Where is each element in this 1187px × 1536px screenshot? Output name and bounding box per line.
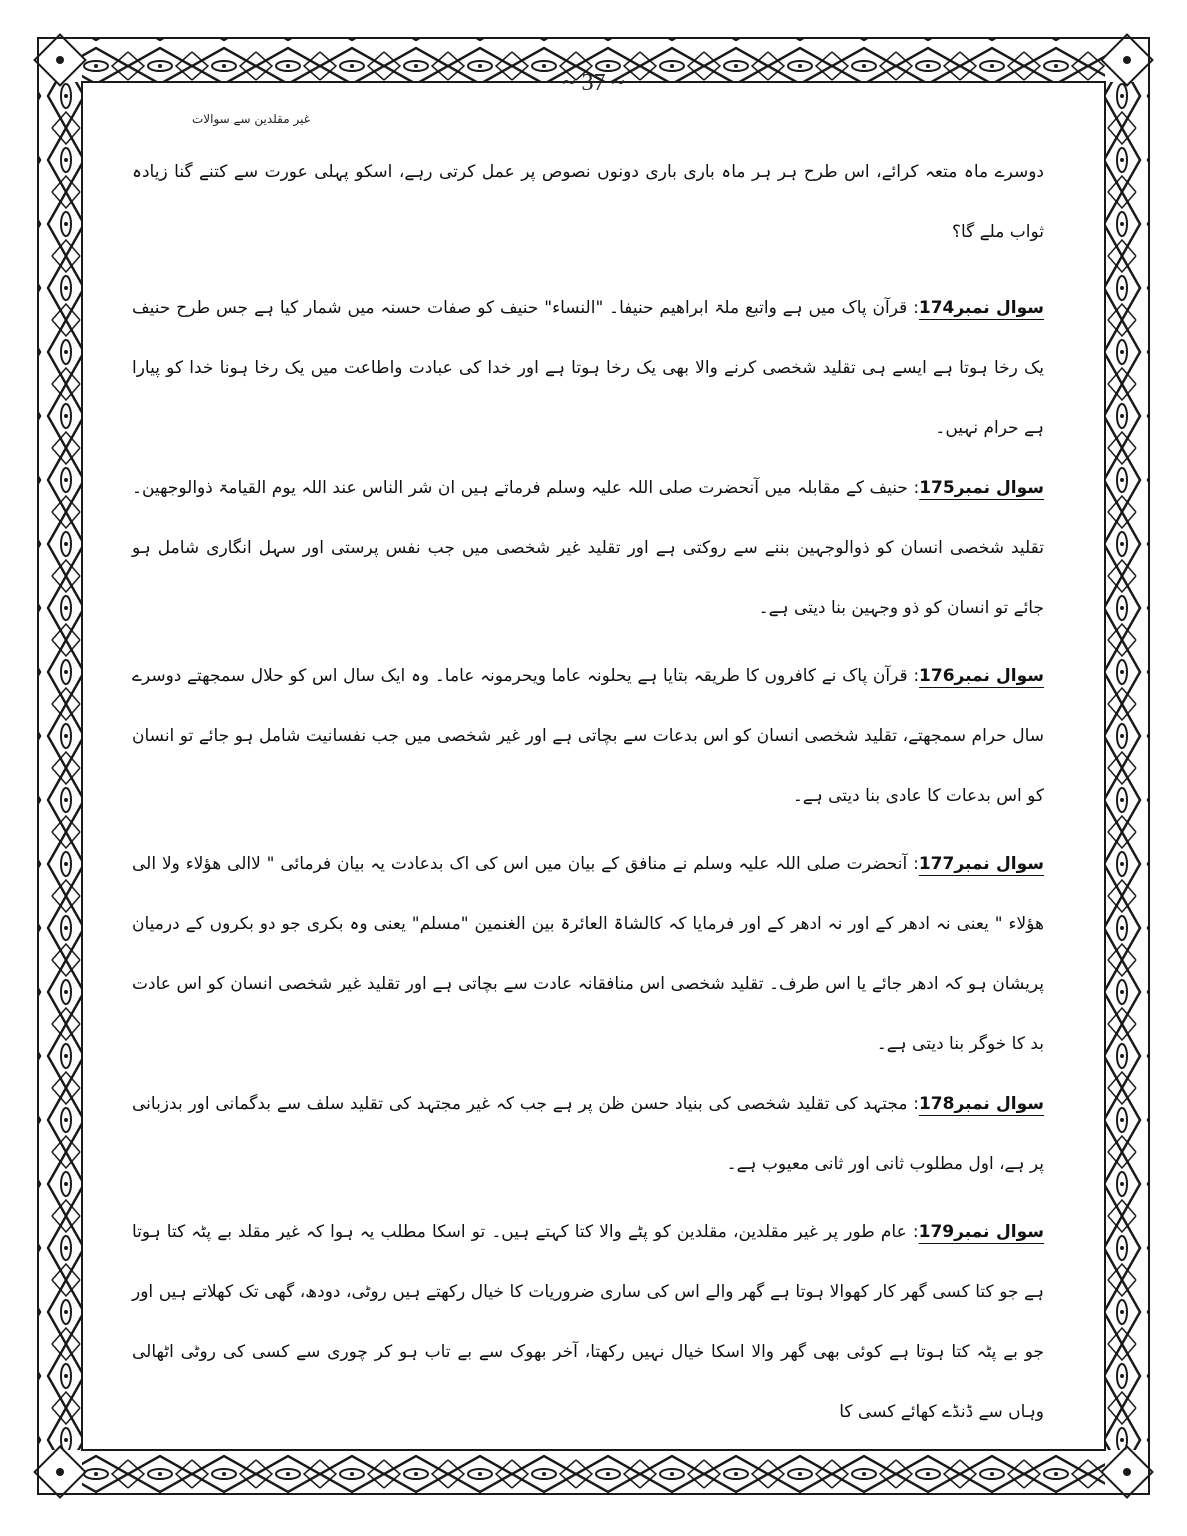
question-number: 174 <box>918 298 955 318</box>
question-text: : قرآن پاک نے کافروں کا طریقہ بتایا ہے یحلونہ عاما ویحرمونہ عاما۔ وہ ایک سال اس کو حلال سمجھتے دوسرے سال حرام سمجھتے، تقلید شخصی انسان کو اس بدعات سے بچاتی ہے اور غیر شخصی میں جب نفسانیت شامل ہو جائے تو انسان کو اس بدعات کا عادی بنا دیتی ہے۔ <box>132 666 1044 806</box>
question-175 <box>132 458 1044 638</box>
question-number: 179 <box>918 1222 955 1242</box>
question-label: سوال نمبر178 <box>918 1094 1044 1114</box>
question-text: : عام طور پر غیر مقلدین، مقلدین کو پٹے والا کتا کہتے ہیں۔ تو اسکا مطلب یہ ہوا کہ غیر مقلد بے پٹہ کتا ہوتا ہے جو کتا کسی گھر کار کھوالا ہوتا ہے گھر والے اس کی ساری ضروریات کا خیال رکھتے ہیں روٹی، دودھ، گھی تک کھلاتے ہیں اور جو بے پٹہ کتا ہوتا ہے کوئی بھی گھر والا اسکا خیال نہیں رکھتا، آخر بھوک سے بے تاب ہو کر چوری سے کسی کی روٹی اٹھالی وہاں سے ڈنڈے کھائے کسی کا <box>132 1222 1044 1422</box>
question-number: 176 <box>919 666 955 686</box>
question-174 <box>132 278 1044 458</box>
question-176 <box>132 646 1044 826</box>
page-body <box>132 142 1044 1442</box>
question-text: : آنحضرت صلی اللہ علیہ وسلم نے منافق کے بیان میں اس کی اک بدعادت یہ بیان فرمائی " لاالی ھؤلاء ولا الی ھؤلاء " یعنی نہ ادھر کے اور نہ ادھر کے اور فرمایا کہ کالشاۃ العائرۃ بین الغنمین "مسلم" یعنی وہ بکری جو دو بکروں کے درمیان پریشان ہو کہ ادھر جائے یا اس طرف۔ تقلید شخصی اس منافقانہ عادت سے بچاتی ہے اور تقلید غیر شخصی انسان کو اس عادت بد کا خوگر بنا دیتی ہے۔ <box>132 854 1044 1054</box>
question-label: سوال نمبر177 <box>918 854 1044 874</box>
question-text: : حنیف کے مقابلہ میں آنحضرت صلی اللہ علیہ وسلم فرماتے ہیں ان شر الناس عند اللہ یوم القیامۃ ذوالوجھین۔ تقلید شخصی انسان کو ذوالوجہین بننے سے روکتی ہے اور تقلید غیر شخصی میں جب نفس پرستی اور سہل انگاری شامل ہو جائے تو انسان کو ذو وجہین بنا دیتی ہے۔ <box>132 478 1044 618</box>
running-header-title: غیر مقلدین سے سوالات <box>191 112 310 126</box>
question-label: سوال نمبر179 <box>918 1222 1045 1242</box>
question-number: 177 <box>918 854 955 874</box>
question-label: سوال نمبر175 <box>919 478 1044 498</box>
question-178 <box>132 1074 1044 1194</box>
question-label: سوال نمبر176 <box>919 666 1044 686</box>
question-text: : مجتہد کی تقلید شخصی کی بنیاد حسن ظن پر ہے جب کہ غیر مجتہد کی تقلید سلف سے بدگمانی اور بدزبانی پر ہے، اول مطلوب ثانی اور ثانی معیوب ہے۔ <box>132 1094 1044 1174</box>
question-179 <box>132 1202 1044 1442</box>
question-177 <box>132 834 1044 1074</box>
question-text: : قرآن پاک میں ہے واتبع ملۃ ابراھیم حنیفا۔ "النساء" حنیف کو صفات حسنہ میں شمار کیا ہے جس طرح حنیف یک رخا ہوتا ہے ایسے ہی تقلید شخصی کرنے والا بھی یک رخا ہوتا ہے اور خدا کی عبادت واطاعت میں یک رخا ہونا خدا کو پیارا ہے حرام نہیں۔ <box>132 298 1044 438</box>
page-number: ~ 37 ~ <box>562 70 625 96</box>
intro-paragraph: دوسرے ماہ متعہ کرائے، اس طرح ہر ہر ماہ باری باری دونوں نصوص پر عمل کرتی رہے، اسکو پہلی عورت سے کتنے گنا زیادہ ثواب ملے گا؟ <box>132 162 1044 242</box>
question-label: سوال نمبر174 <box>918 298 1044 318</box>
question-number: 178 <box>918 1094 955 1114</box>
question-number: 175 <box>919 478 955 498</box>
